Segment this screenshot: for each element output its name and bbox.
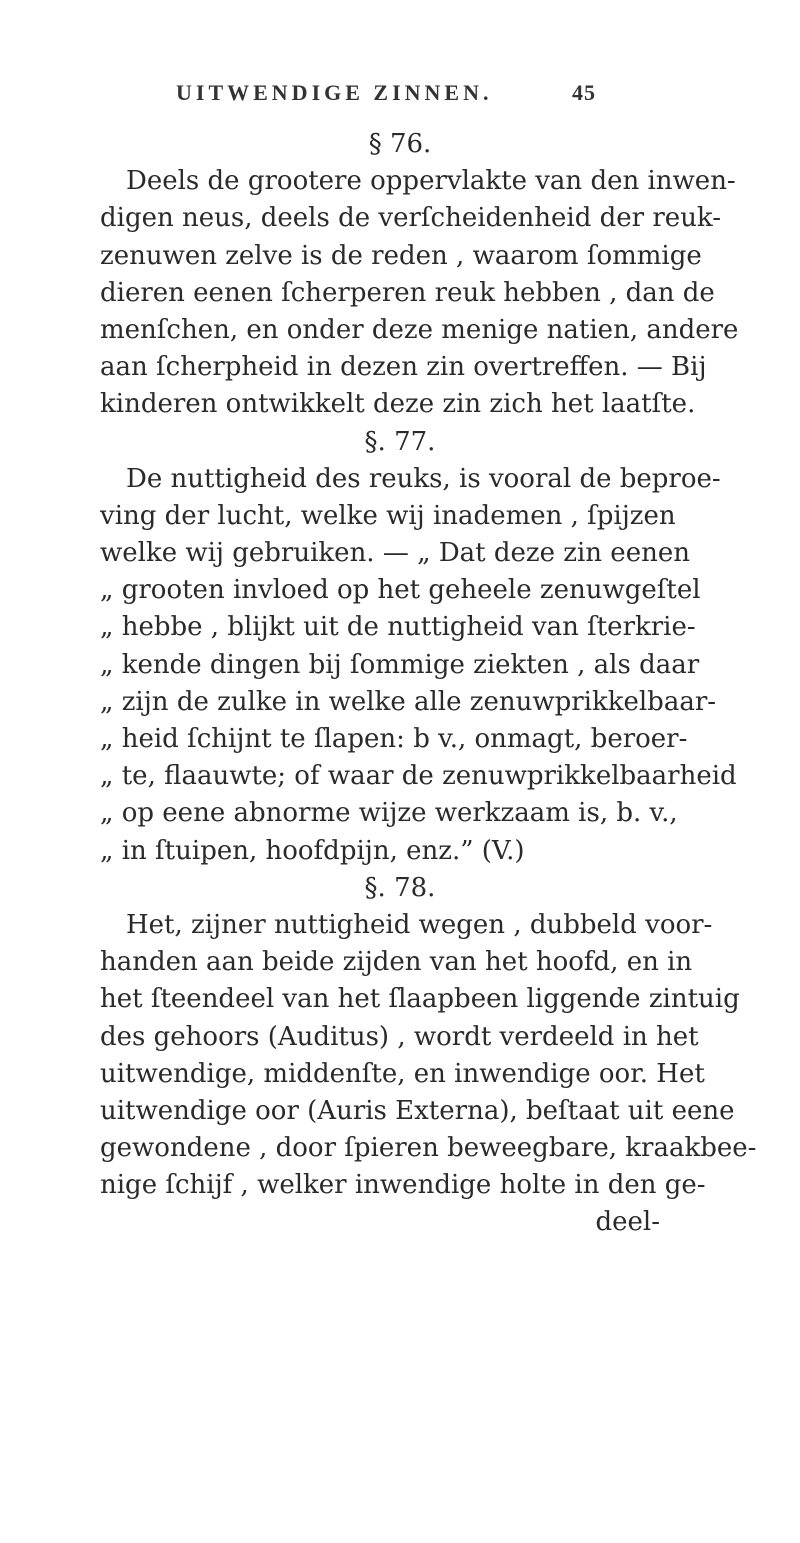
quote-line: „ op eene abnorme wijze werkzaam is, b. v., [100, 798, 678, 829]
text-line: Deels de grootere oppervlakte van den inwen- [126, 166, 736, 197]
text-line: digen neus, deels de verſcheidenheid der reuk- [100, 203, 722, 234]
text-line: des gehoors (Auditus) , wordt verdeeld in het [100, 1021, 699, 1052]
text-line: nige ſchijf , welker inwendige holte in den ge- [100, 1170, 706, 1201]
quote-line: „ kende dingen bij ſommige ziekten , als daar [100, 649, 700, 680]
text-line: De nuttigheid des reuks, is vooral de beproe- [126, 463, 721, 494]
text-line: handen aan beide zijden van het hoofd, en in [100, 947, 693, 978]
text-line: het ſteendeel van het ſlaapbeen liggende zintuig [100, 984, 740, 1015]
text-line: kinderen ontwikkelt deze zin zich het laatſte. [100, 389, 696, 420]
section-heading-78: §. 78. [364, 872, 436, 903]
text-line: zenuwen zelve is de reden , waarom ſommige [100, 240, 702, 271]
body-text [100, 126, 757, 1242]
text-line: Het, zijner nuttigheid wegen , dubbeld voor- [126, 909, 713, 940]
running-head [176, 80, 596, 112]
text-line: dieren eenen ſcherperen reuk hebben , dan de [100, 277, 715, 308]
page-number: 45 [572, 80, 596, 105]
quote-line: „ in ſtuipen, hoofdpijn, enz.” (V.) [100, 835, 525, 866]
quote-line: „ grooten invloed op het geheele zenuwgeſtel [100, 575, 701, 606]
text-line: welke wij gebruiken. — „ Dat deze zin eenen [100, 538, 690, 569]
text-line: uitwendige, middenſte, en inwendige oor. Het [100, 1058, 705, 1089]
text-line: uitwendige oor (Auris Externa), beſtaat uit eene [100, 1095, 735, 1126]
catchword: deel- [595, 1207, 660, 1238]
quote-line: „ hebbe , blijkt uit de nuttigheid van ſterkrie- [100, 612, 696, 643]
quote-line: „ heid ſchijnt te ſlapen: b v., onmagt, beroer- [100, 724, 688, 754]
text-line: menſchen, en onder deze menige natien, andere [100, 314, 739, 345]
quote-line: „ te, flaauwte; of waar de zenuwprikkelbaarheid [100, 761, 737, 792]
text-line: gewondene , door ſpieren beweegbare, kraakbee- [100, 1133, 757, 1164]
section-heading-77: §. 77. [364, 426, 436, 457]
running-head-title: UITWENDIGE ZINNEN. [176, 80, 493, 105]
text-line: aan ſcherpheid in dezen zin overtreffen. — Bij [100, 352, 707, 383]
section-heading-76: § 76. [368, 129, 432, 159]
quote-line: „ zijn de zulke in welke alle zenuwprikkelbaar- [100, 686, 717, 717]
text-line: ving der lucht, welke wij inademen , ſpijzen [100, 500, 676, 531]
